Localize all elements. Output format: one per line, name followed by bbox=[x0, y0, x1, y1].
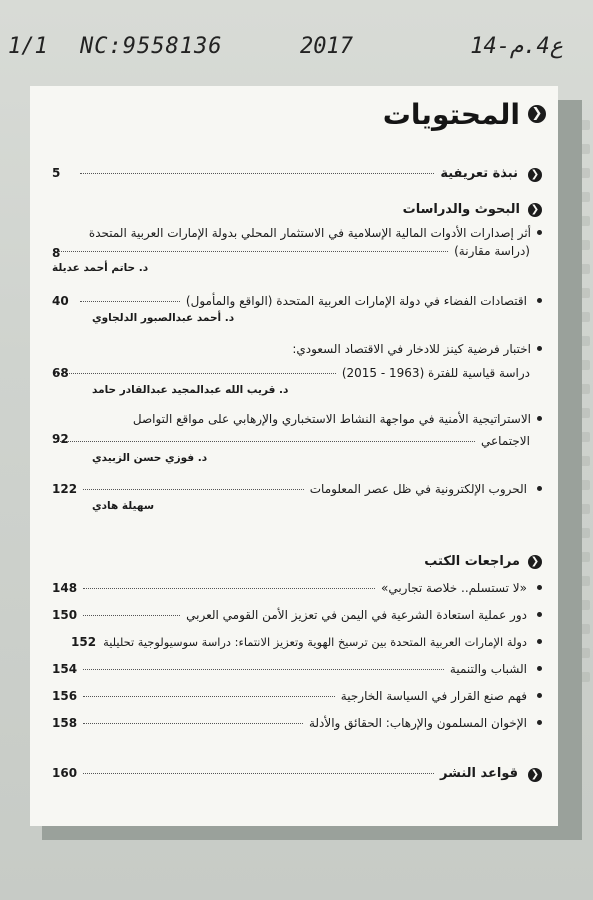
entry-author: سهيلة هادي bbox=[92, 500, 155, 512]
title-row bbox=[383, 94, 546, 134]
page-number: 40 bbox=[52, 294, 69, 308]
entry-title-line: دراسة قياسية للفترة (1963 - 2015) bbox=[341, 366, 530, 380]
toc-entry-research-2[interactable] bbox=[52, 294, 542, 324]
entry-title-line: أثر إصدارات الأدوات المالية الإسلامية في الاستثمار المحلي بدولة الإمارات العربية المتحدة bbox=[88, 226, 531, 240]
toc-entry-rules[interactable] bbox=[52, 766, 542, 782]
toc-entry-review-3[interactable] bbox=[52, 635, 542, 649]
toc-entry-research-3[interactable] bbox=[52, 342, 542, 396]
dotted-leader bbox=[83, 696, 335, 697]
page-number: 160 bbox=[52, 766, 78, 780]
page-number: 156 bbox=[52, 689, 78, 703]
handwritten-note-4: 14-ع4.م bbox=[470, 34, 563, 59]
bullet-icon bbox=[537, 416, 542, 421]
entry-title: الشباب والتنمية bbox=[449, 662, 527, 676]
entry-title: دور عملية استعادة الشرعية في اليمن في تعزيز الأمن القومي العربي bbox=[186, 608, 527, 622]
page-number: 5 bbox=[52, 166, 61, 180]
entry-title-line: الحروب الإلكترونية في ظل عصر المعلومات bbox=[309, 482, 527, 496]
toc-entry-review-2[interactable] bbox=[52, 608, 542, 622]
dotted-leader bbox=[83, 489, 304, 490]
page-number: 154 bbox=[52, 662, 78, 676]
page-number: 68 bbox=[52, 366, 69, 380]
entry-title-line: اقتصادات الفضاء في دولة الإمارات العربية المتحدة (الواقع والمأمول) bbox=[185, 294, 527, 308]
entry-title: فهم صنع القرار في السياسة الخارجية bbox=[340, 689, 527, 703]
handwritten-note-1: 1/1 bbox=[8, 34, 48, 59]
section-title: قواعد النشر bbox=[440, 766, 518, 781]
arrow-left-icon: ❮ bbox=[528, 105, 546, 123]
section-title: نبذة تعريفية bbox=[440, 166, 518, 181]
section-title: البحوث والدراسات bbox=[402, 202, 520, 217]
bullet-icon bbox=[537, 639, 542, 644]
entry-author: د. فوزي حسن الزبيدي bbox=[92, 452, 208, 464]
entry-title: الإخوان المسلمون والإرهاب: الحقائق والأدلة bbox=[308, 716, 527, 730]
arrow-left-icon: ❮ bbox=[528, 555, 542, 569]
entry-author: د. حاتم أحمد عديلة bbox=[52, 262, 149, 274]
dotted-leader bbox=[54, 373, 336, 374]
bullet-icon bbox=[537, 612, 542, 617]
bullet-icon bbox=[537, 693, 542, 698]
entry-title-line: الاستراتيجية الأمنية في مواجهة النشاط الاستخباري والإرهابي على مواقع التواصل bbox=[132, 412, 531, 426]
dotted-leader bbox=[83, 669, 444, 670]
dotted-leader bbox=[80, 301, 180, 302]
entry-title-line: (دراسة مقارنة) bbox=[454, 244, 530, 258]
arrow-left-icon: ❮ bbox=[528, 768, 542, 782]
page-number: 92 bbox=[52, 432, 69, 446]
section-research bbox=[52, 202, 542, 217]
page-number: 8 bbox=[52, 246, 61, 260]
toc-entry-review-6[interactable] bbox=[52, 716, 542, 730]
toc-entry-review-5[interactable] bbox=[52, 689, 542, 703]
page-number: 150 bbox=[52, 608, 78, 622]
handwritten-note-2: NC:9558136 bbox=[80, 34, 223, 59]
arrow-left-icon: ❮ bbox=[528, 203, 542, 217]
bullet-icon bbox=[537, 230, 542, 235]
toc-entry-research-1[interactable] bbox=[52, 226, 542, 274]
page-number: 158 bbox=[52, 716, 78, 730]
toc-entry-research-4[interactable] bbox=[52, 412, 542, 464]
dotted-leader bbox=[54, 441, 475, 442]
section-title: مراجعات الكتب bbox=[424, 554, 520, 569]
entry-title: دولة الإمارات العربية المتحدة بين ترسيخ الهوية وتعزيز الانتماء: دراسة سوسيولوجية تحليلية bbox=[103, 635, 527, 649]
page-title: المحتويات bbox=[382, 97, 520, 131]
toc-entry-review-4[interactable] bbox=[52, 662, 542, 676]
page-number: 152 bbox=[71, 635, 97, 649]
bullet-icon bbox=[537, 298, 542, 303]
page-number: 148 bbox=[52, 581, 78, 595]
bullet-icon bbox=[537, 720, 542, 725]
dotted-leader bbox=[83, 588, 375, 589]
dotted-leader bbox=[83, 773, 434, 774]
toc-entry-intro[interactable] bbox=[52, 166, 542, 182]
entry-author: د. قريب الله عبدالمجيد عبدالقادر حامد bbox=[92, 384, 289, 396]
section-reviews bbox=[52, 554, 542, 569]
entry-author: د. أحمد عبدالصبور الدلجاوي bbox=[92, 312, 235, 324]
bullet-icon bbox=[537, 346, 542, 351]
entry-title-line: الاجتماعي bbox=[481, 434, 530, 448]
arrow-left-icon: ❮ bbox=[528, 168, 542, 182]
dotted-leader bbox=[83, 723, 303, 724]
dotted-leader bbox=[54, 251, 448, 252]
bullet-icon bbox=[537, 486, 542, 491]
contents-panel bbox=[30, 86, 558, 826]
toc-entry-review-1[interactable] bbox=[52, 581, 542, 595]
bullet-icon bbox=[537, 666, 542, 671]
page-number: 122 bbox=[52, 482, 78, 496]
entry-title-line: اختبار فرضية كينز للادخار في الاقتصاد السعودي: bbox=[292, 342, 531, 356]
entry-title: «لا تستسلم.. خلاصة تجاربي» bbox=[380, 581, 527, 595]
dotted-leader bbox=[80, 173, 434, 174]
handwritten-note-3: 2017 bbox=[300, 34, 353, 59]
dotted-leader bbox=[83, 615, 180, 616]
toc-entry-research-5[interactable] bbox=[52, 482, 542, 512]
bullet-icon bbox=[537, 585, 542, 590]
handwritten-notes bbox=[0, 26, 593, 72]
